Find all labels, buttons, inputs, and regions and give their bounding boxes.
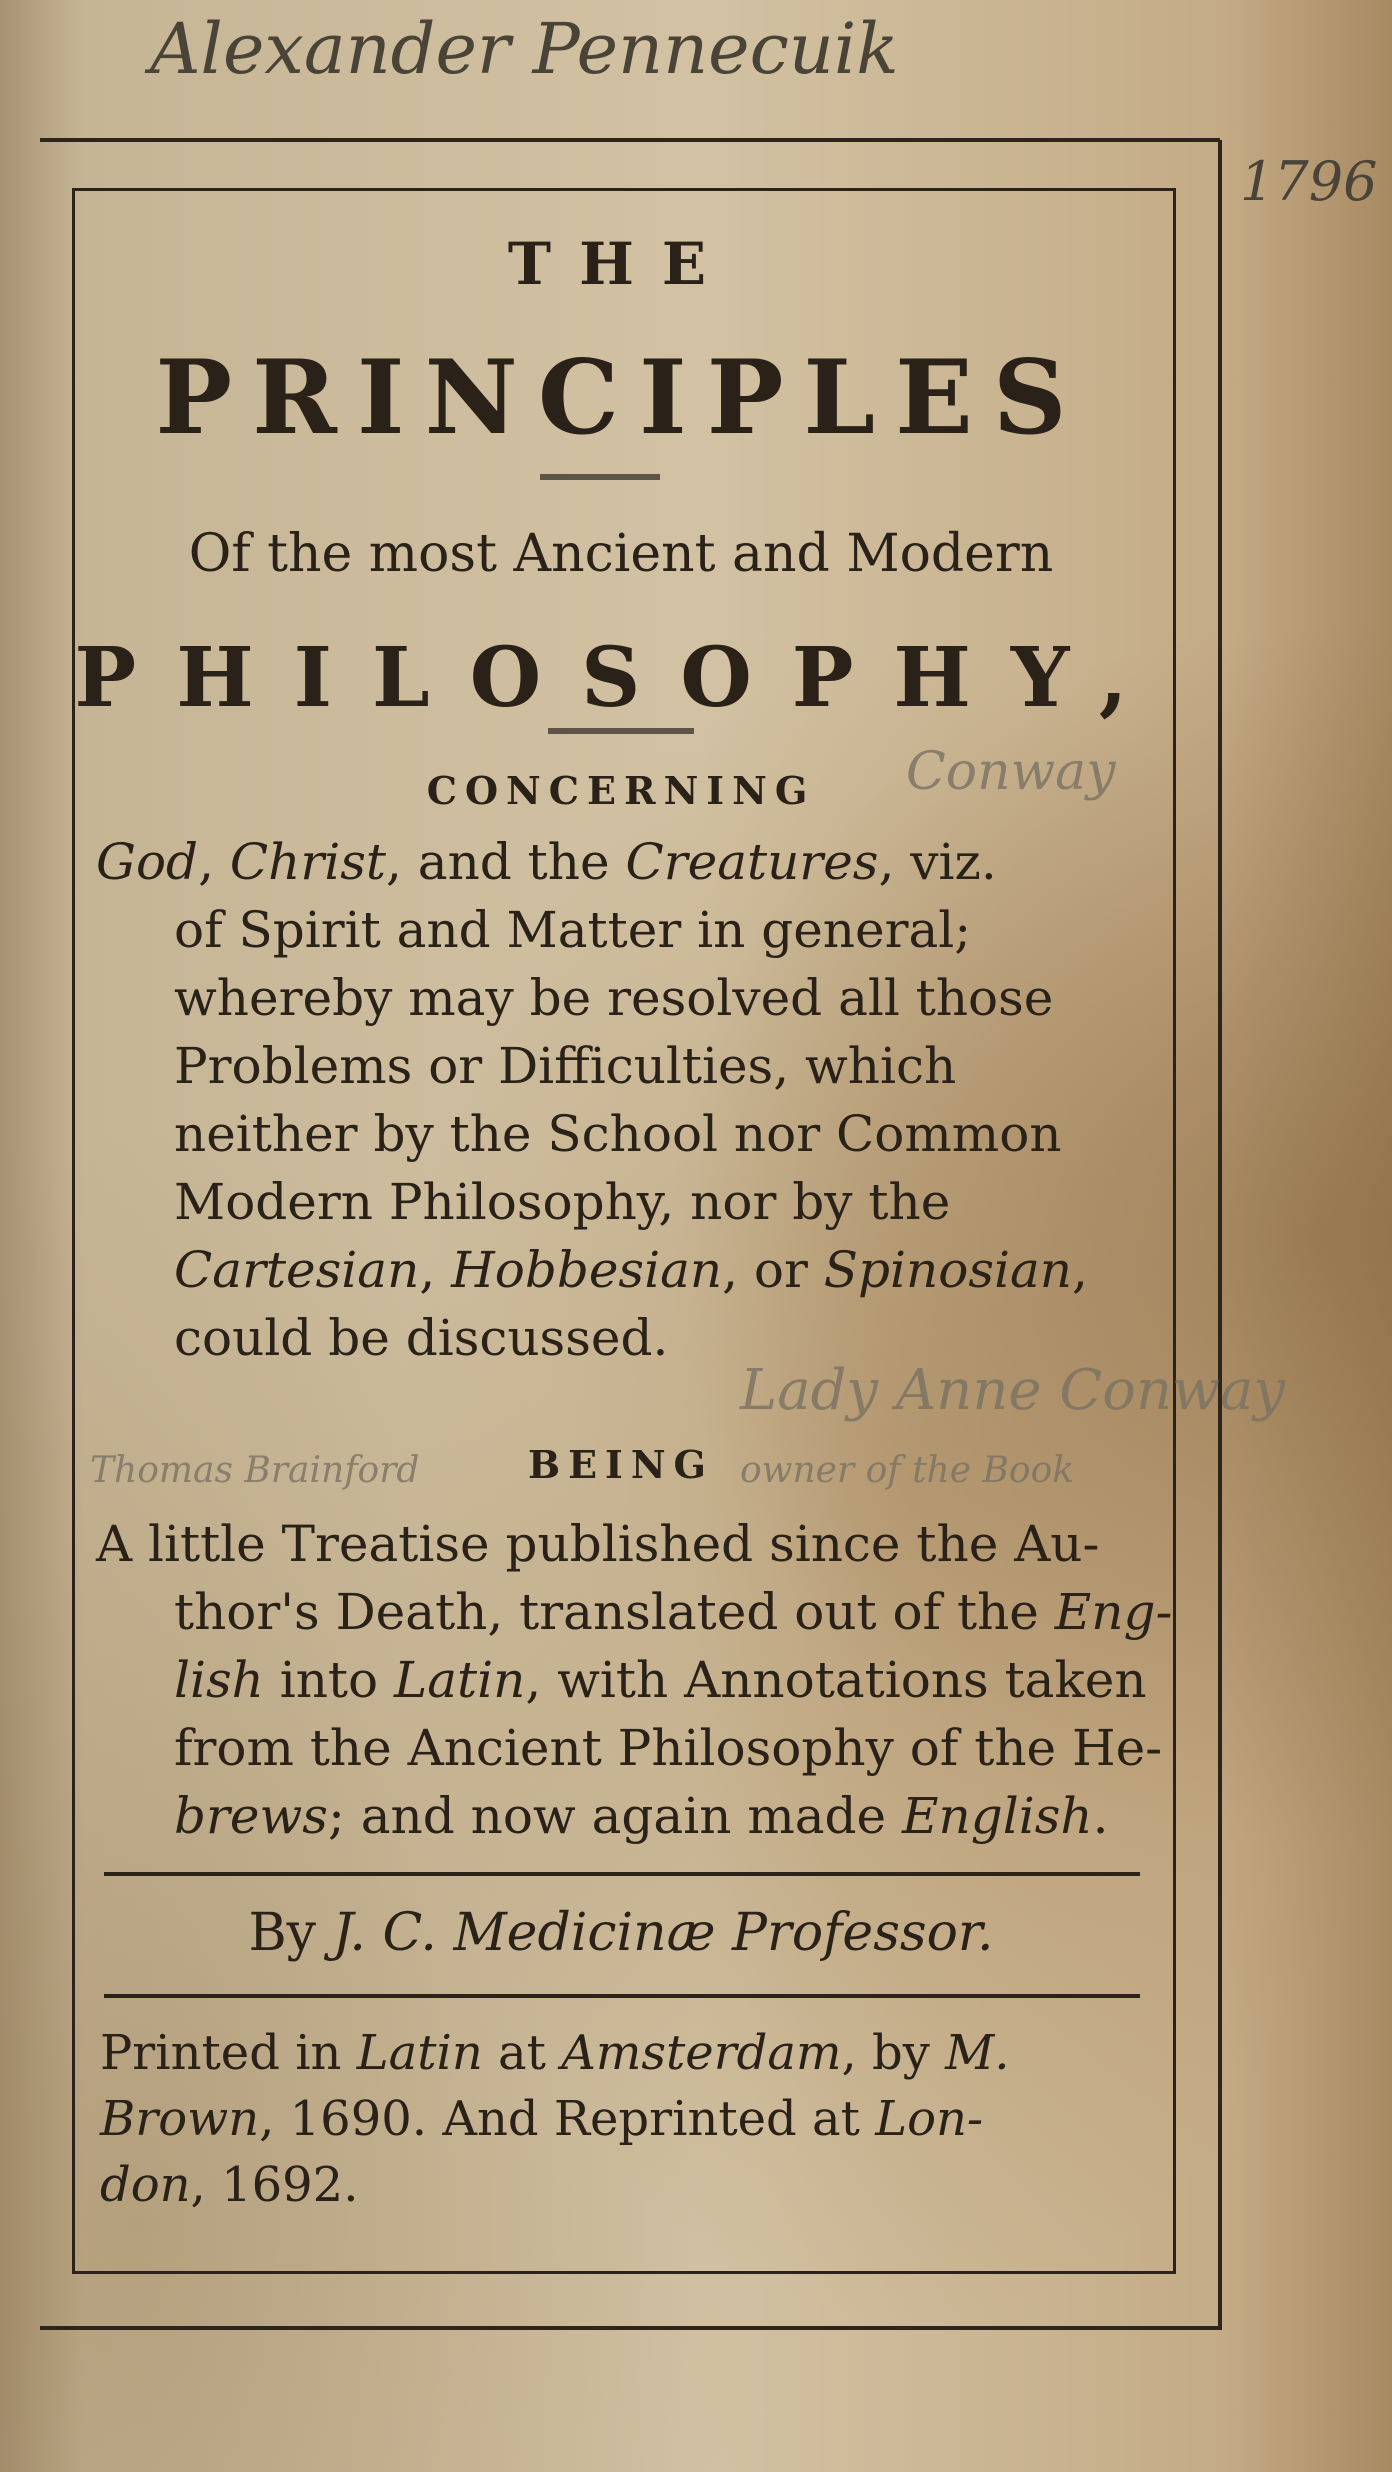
margin-note-conway: Conway [906,742,1116,802]
year-note: 1796 [1240,150,1378,213]
description-line [96,1100,1156,1168]
italic-text: Amsterdam [561,2025,842,2081]
text-segment: , [1072,1241,1088,1299]
text-segment: A little Treatise published since the Au- [96,1515,1100,1573]
ornament-rule [540,474,660,480]
author-line [72,1903,1170,1963]
text-segment: thor's Death, translated out of the [174,1583,1055,1641]
text-segment: , [198,833,230,891]
text-segment: into [263,1651,395,1709]
treatise-line [96,1782,1156,1850]
treatise-line [96,1646,1156,1714]
italic-text: Cartesian [174,1241,420,1299]
title-the: THE [507,230,735,298]
text-segment: , or [722,1241,824,1299]
treatise-line [96,1578,1173,1646]
right-outer-rule [1218,140,1222,2330]
description-line [96,896,1156,964]
bottom-outer-rule [40,2326,1222,2330]
text-segment: Printed in [100,2025,357,2081]
text-segment: , 1690. And Reprinted at [259,2091,876,2147]
concerning-heading: CONCERNING [426,768,816,813]
text-segment: at [482,2025,562,2081]
margin-note-thomas: Thomas Brainford [90,1450,420,1491]
text-segment: could be discussed. [174,1309,669,1367]
italic-text: Latin [356,2025,483,2081]
subtitle: Of the most Ancient and Modern [188,524,1054,584]
owner-signature: Alexander Pennecuik [150,8,899,90]
italic-text: Eng- [1054,1583,1173,1641]
text-segment: , and the [385,833,626,891]
description-line [96,1032,1156,1100]
text-segment: Problems or Difficulties, which [174,1037,957,1095]
treatise-line [96,1510,1156,1578]
text-segment: , with Annotations taken [525,1651,1147,1709]
text-segment: , by [841,2025,946,2081]
italic-text: God [96,833,199,891]
rule-above-author [104,1872,1140,1876]
text-segment: , 1692. [190,2157,359,2213]
text-segment: , viz. [878,833,997,891]
text-segment: whereby may be resolved all those [174,969,1054,1027]
treatise-line [96,1714,1163,1782]
italic-text: Creatures [625,833,879,891]
text-segment: By [248,1903,333,1963]
italic-text: J. C. Medicinæ Professor. [332,1903,994,1963]
text-segment: . [1092,1787,1109,1845]
text-segment: of Spirit and Matter in general; [174,901,972,959]
italic-text: Brown [100,2091,260,2147]
text-segment: Modern Philosophy, nor by the [174,1173,951,1231]
italic-text: lish [174,1651,264,1709]
description-line [96,1168,1156,1236]
margin-note-owner: owner of the Book [740,1450,1075,1491]
description-line [96,964,1156,1032]
italic-text: Christ [229,833,386,891]
italic-text: Hobbesian [451,1241,723,1299]
title-philosophy: PHILOSOPHY, [74,630,1168,726]
italic-text: Latin [394,1651,526,1709]
text-segment: from the Ancient Philosophy of the He- [174,1719,1163,1777]
being-heading: BEING [527,1442,715,1487]
italic-text: Spinosian [823,1241,1072,1299]
imprint-line [100,2020,1160,2086]
text-segment: neither by the School nor Common [174,1105,1062,1163]
title-principles: PRINCIPLES [155,338,1087,458]
italic-text: Lon- [875,2091,984,2147]
italic-text: don [100,2157,191,2213]
imprint [100,2020,1160,2218]
description-text [96,828,1156,1372]
margin-note-lady: Lady Anne Conway [740,1358,1285,1423]
description-line [96,828,1156,896]
rule-below-author [104,1994,1140,1998]
text-segment: , [419,1241,452,1299]
description-line [96,1236,1156,1304]
top-outer-rule [40,138,1220,142]
italic-text: M. [945,2025,1010,2081]
italic-text: English [902,1787,1093,1845]
treatise-text [96,1510,1173,1850]
imprint-line [100,2152,1160,2218]
italic-text: brews [174,1787,328,1845]
imprint-line [100,2086,1160,2152]
text-segment: ; and now again made [327,1787,903,1845]
ornament-rule [548,728,694,734]
